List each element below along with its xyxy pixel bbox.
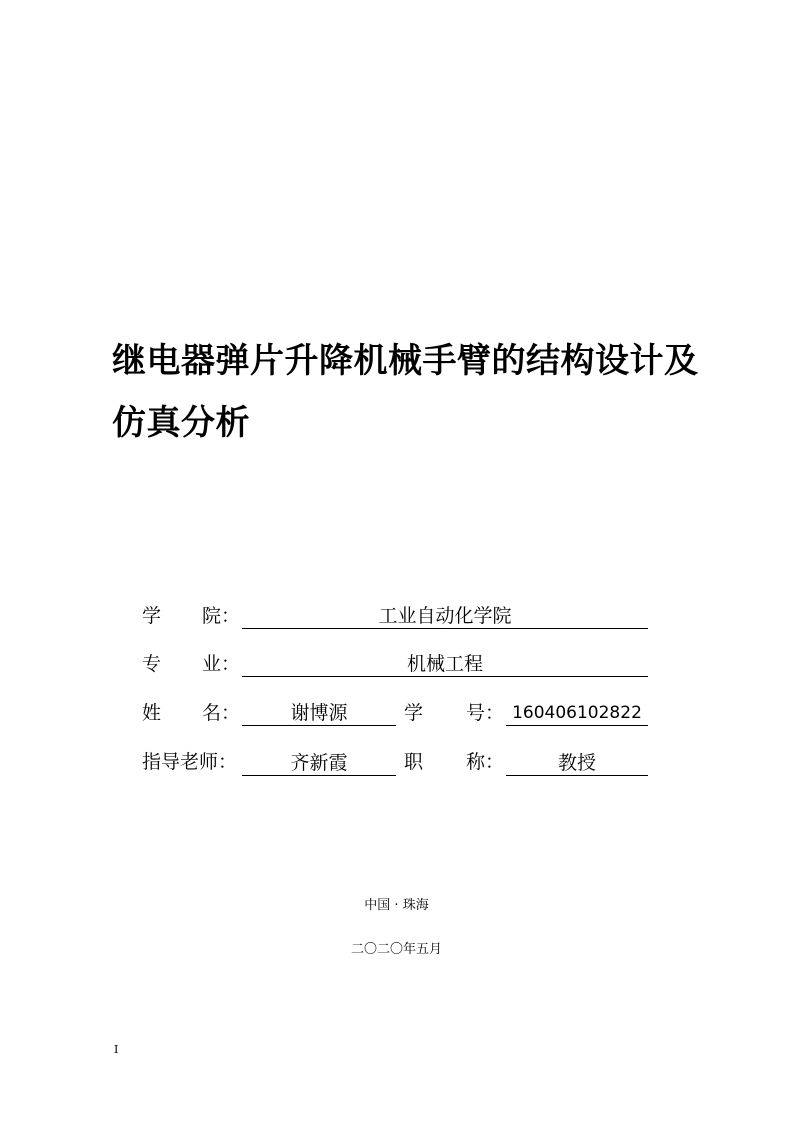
page-number: I <box>114 1043 119 1056</box>
advisor-value: 齐新霞 <box>242 751 396 776</box>
major-value: 机械工程 <box>242 652 648 677</box>
thesis-title-line-2: 仿真分析 <box>112 403 250 443</box>
college-label-a: 学 <box>142 605 162 627</box>
major-label-a: 专 <box>142 653 162 675</box>
name-value: 谢博源 <box>242 701 396 726</box>
name-label-a: 姓 <box>142 702 162 724</box>
rank-label-b: 称： <box>466 751 505 773</box>
college-value: 工业自动化学院 <box>242 604 648 629</box>
student-id-label-a: 学 <box>404 702 424 724</box>
college-label-b: 院： <box>202 605 241 627</box>
rank-label-a: 职 <box>404 751 424 773</box>
student-id-value: 160406102822 <box>506 701 648 726</box>
major-label-b: 业： <box>202 653 241 675</box>
place-line: 中国 · 珠海 <box>364 898 429 913</box>
rank-value: 教授 <box>506 751 648 776</box>
advisor-label: 指导老师： <box>142 751 238 773</box>
name-label-b: 名： <box>202 702 241 724</box>
student-id-label-b: 号： <box>466 702 505 724</box>
date-line: 二〇二〇年五月 <box>350 942 442 957</box>
thesis-title-line-1: 继电器弹片升降机械手臂的结构设计及 <box>112 341 699 381</box>
